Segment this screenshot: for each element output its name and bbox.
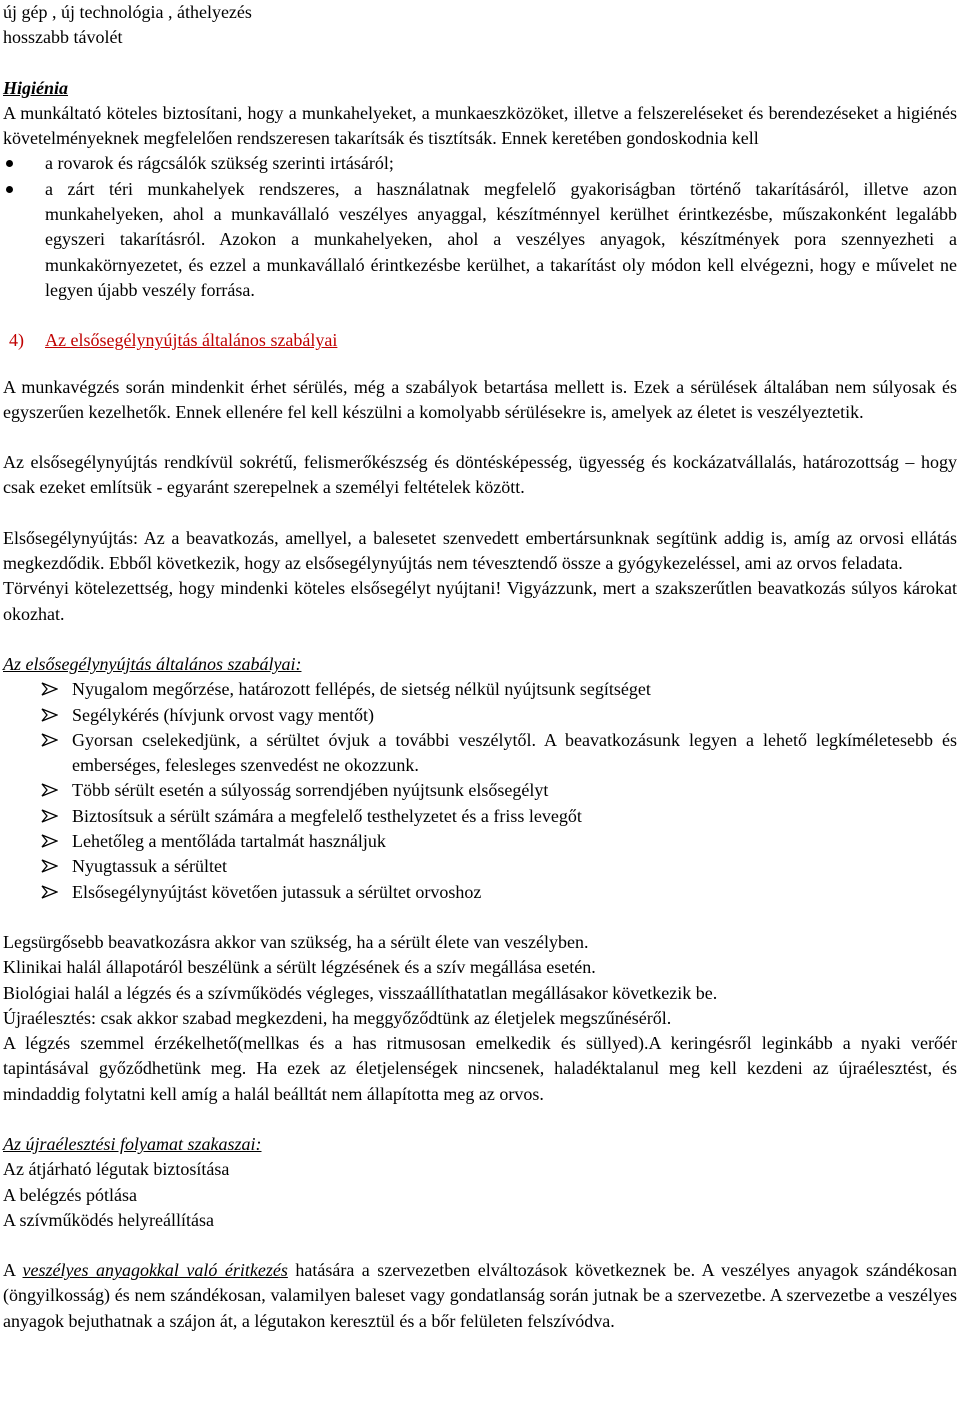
spacer [3, 354, 957, 375]
list-item: Biztosítsuk a sérült számára a megfelelő testhelyzetet és a friss levegőt [3, 804, 957, 829]
bullet-dot-icon [6, 186, 13, 193]
spacer [3, 425, 957, 450]
hazardous-paragraph: A veszélyes anyagokkal való éritkezés hatására a szervezetben elváltozások következnek be. A veszélyes anyagok szándékosan (öngyilkosság) és nem szándékosan, valamilyen baleset vagy gondatlanság során jutnak be a szervezetbe. A szervezetbe a veszélyes anyagok bejuthatnak a szájon át, a légutakon keresztül és a bőr felületen felszívódva. [3, 1260, 957, 1331]
section-number: 4) [9, 330, 24, 351]
rules-list [3, 677, 957, 905]
spacer [3, 1233, 957, 1258]
list-item: Lehetőleg a mentőláda tartalmát használjuk [3, 829, 957, 854]
section-heading [3, 328, 957, 353]
arrow-bullet-icon [41, 682, 58, 696]
arrow-bullet-icon [41, 733, 58, 747]
list-item: Gyorsan cselekedjünk, a sérültet óvjuk a további veszélytől. A beavatkozásunk legyen a lehető legkíméletesebb és emberséges, felesleges szenvedést ne okozzunk. [3, 728, 957, 779]
section-title: Az elsősegélynyújtás általános szabályai [45, 330, 338, 351]
stages-heading: Az újraélesztési folyamat szakaszai: [3, 1133, 262, 1154]
spacer [3, 905, 957, 930]
list-item: a rovarok és rágcsálók szükség szerinti irtásáról; [3, 151, 957, 176]
list-item: Nyugalom megőrzése, határozott fellépés, de sietség nélkül nyújtsunk segítséget [3, 677, 957, 702]
resuscitation-line: Újraélesztés: csak akkor szabad megkezdeni, ha meggyőződtünk az életjelek megszűnéséről. [3, 1007, 672, 1028]
stage-item: A szívműködés helyreállítása [3, 1209, 214, 1230]
section-paragraph: Elsősegélynyújtás: Az a beavatkozás, amellyel, a balesetet szenvedett embertársunknak segítünk addig is, amíg az orvosi ellátás megkezdődik. Ebből következik, hogy az elsősegélynyújtás nem tévesztendő össze a gyógykezeléssel, ami az orvos feladata. [3, 527, 957, 574]
hazardous-link: veszélyes anyagokkal való éritkezés [22, 1260, 288, 1281]
spacer [3, 627, 957, 652]
top-line-2: hosszabb távolét [3, 27, 123, 48]
hygiene-bullet-list [3, 151, 957, 303]
section-paragraph: Az elsősegélynyújtás rendkívül sokrétű, felismerőkészség és döntésképesség, ügyesség és kockázatvállalás, határozottság – hogy csak ezeket említsük - egyaránt szerepelnek a személyi feltételek között. [3, 452, 957, 498]
arrow-bullet-icon [41, 783, 58, 797]
stage-item: A belégzés pótlása [3, 1184, 137, 1205]
arrow-bullet-icon [41, 885, 58, 899]
resuscitation-line: Legsürgősebb beavatkozásra akkor van szükség, ha a sérült élete van veszélyben. [3, 931, 589, 952]
arrow-bullet-icon [41, 834, 58, 848]
list-item: Elsősegélynyújtást követően jutassuk a sérültet orvoshoz [3, 880, 957, 905]
hygiene-heading: Higiénia [3, 77, 69, 98]
list-item: a zárt téri munkahelyek rendszeres, a használatnak megfelelő gyakoriságban történő takarításáról, illetve azon munkahelyeken, ahol a munkavállaló veszélyes anyaggal, készítménnyel kerülhet érintkezésbe, műszakonként legalább egyszeri takarításról. Azokon a munkahelyeken, ahol a veszélyes anyagok, készítmények pora szennyezheti a munkakörnyezetet, és ezzel a munkavállaló érintkezésbe kerülhet, a takarítást oly módon kell elvégezni, hogy e művelet ne legyen újabb veszély forrása. [3, 177, 957, 303]
hygiene-intro: A munkáltató köteles biztosítani, hogy a munkahelyeket, a munkaeszközöket, illetve a felszereléseket és berendezéseket a higiénés követelményeknek megfelelően rendszeresen takarítsák és tisztítsák. Ennek keretében gondoskodnia kell [3, 102, 957, 149]
arrow-bullet-icon [41, 809, 58, 823]
spacer [3, 51, 957, 76]
resuscitation-line: Biológiai halál a légzés és a szívműködés végleges, visszaállíthatatlan megállásakor következik be. [3, 982, 718, 1003]
section-paragraph: A munkavégzés során mindenkit érhet sérülés, még a szabályok betartása mellett is. Ezek a sérülések általában nem súlyosak és egyszerűen kezelhetők. Ennek ellenére fel kell készülni a komolyabb sérülésekre is, amelyek az életet is veszélyeztetik. [3, 376, 957, 422]
arrow-bullet-icon [41, 859, 58, 873]
section-paragraph: Törvényi kötelezettség, hogy mindenki köteles elsősegélyt nyújtani! Vigyázzunk, mert a szakszerűtlen beavatkozás súlyos károkat okozhat. [3, 578, 957, 624]
resuscitation-paragraph: A légzés szemmel érzékelhető(mellkas és a has ritmusosan emelkedik és süllyed).A keringésről leginkább a nyaki verőér tapintásával győződhetünk meg. Ha ezek az életjelenségek nincsenek, haladéktalanul meg kell kezdeni az újraélesztést, és mindaddig folytatni kell amíg a halál beálltát nem állapította meg az orvos. [3, 1033, 957, 1104]
list-item: Nyugtassuk a sérültet [3, 854, 957, 879]
spacer [3, 501, 957, 526]
rules-heading: Az elsősegélynyújtás általános szabályai: [3, 653, 302, 674]
resuscitation-line: Klinikai halál állapotáról beszélünk a sérült légzésének és a szív megállása esetén. [3, 957, 596, 978]
arrow-bullet-icon [41, 708, 58, 722]
spacer [3, 303, 957, 328]
top-line-1: új gép , új technológia , áthelyezés [3, 2, 252, 22]
spacer [3, 1107, 957, 1132]
stage-item: Az átjárható légutak biztosítása [3, 1159, 230, 1180]
list-item: Több sérült esetén a súlyosság sorrendjében nyújtsunk elsősegélyt [3, 778, 957, 803]
list-item: Segélykérés (hívjunk orvost vagy mentőt) [3, 703, 957, 728]
bullet-dot-icon [6, 160, 13, 167]
